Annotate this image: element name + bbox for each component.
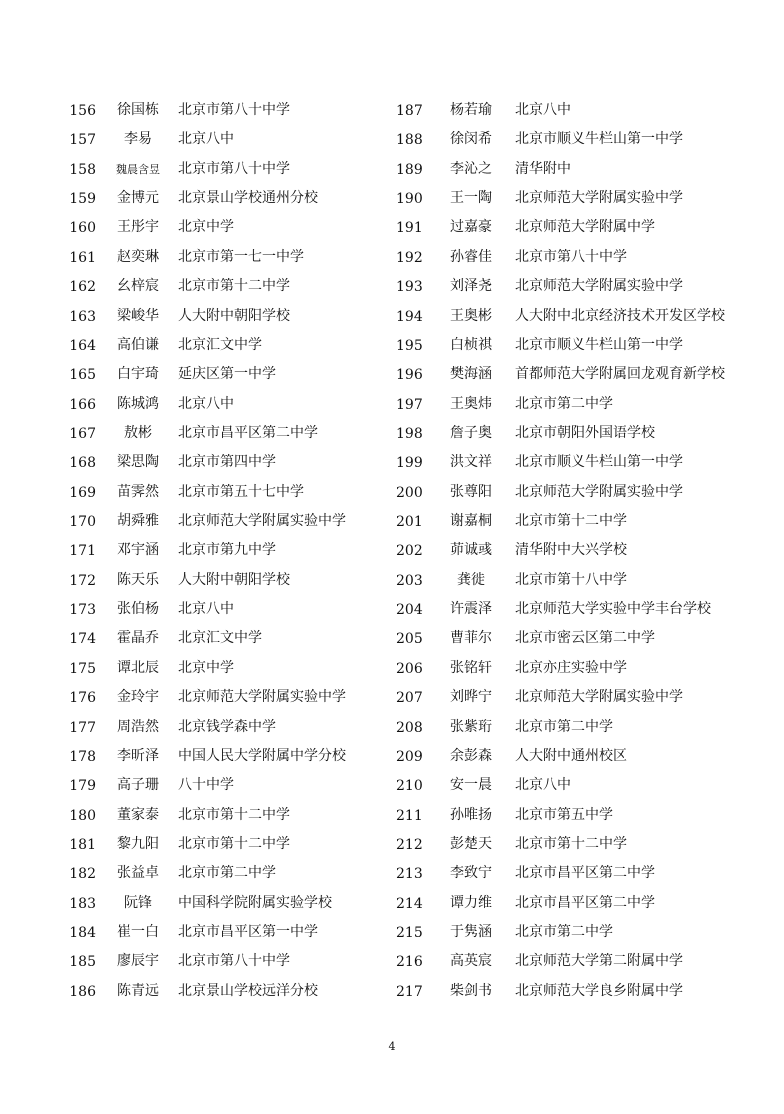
school-name: 北京市第五中学 — [515, 806, 613, 823]
list-row — [396, 622, 766, 651]
list-row — [396, 564, 766, 593]
list-row — [66, 358, 386, 387]
school-name: 北京市第十二中学 — [178, 278, 290, 295]
school-name: 北京师范大学实验中学丰台学校 — [515, 601, 711, 618]
student-name: 苗霁然 — [117, 483, 159, 500]
student-name: 洪文祥 — [450, 454, 492, 471]
list-row — [396, 945, 766, 974]
school-name: 北京市第十二中学 — [515, 513, 627, 530]
row-number: 189 — [396, 161, 423, 178]
list-row — [396, 329, 766, 358]
row-number: 198 — [396, 425, 423, 442]
student-name: 刘泽尧 — [450, 278, 492, 295]
school-name: 北京市第二中学 — [515, 924, 613, 941]
list-row — [66, 94, 386, 123]
student-name: 张尊阳 — [450, 483, 492, 500]
list-row — [396, 153, 766, 182]
student-name: 茆诚彧 — [450, 542, 492, 559]
row-number: 190 — [396, 191, 423, 208]
row-number: 210 — [396, 778, 423, 795]
list-row — [396, 593, 766, 622]
row-number: 188 — [396, 132, 423, 149]
student-name: 李易 — [124, 131, 152, 148]
school-name: 首都师范大学附属回龙观育新学校 — [515, 366, 725, 383]
right-column-list — [396, 94, 766, 1004]
school-name: 北京亦庄实验中学 — [515, 659, 627, 676]
row-number: 202 — [396, 543, 423, 560]
student-name: 阮锋 — [124, 894, 152, 911]
row-number: 211 — [396, 807, 423, 824]
row-number: 176 — [69, 690, 96, 707]
school-name: 北京市第十二中学 — [178, 835, 290, 852]
list-row — [66, 681, 386, 710]
school-name: 北京市第二中学 — [515, 395, 613, 412]
school-name: 北京八中 — [178, 601, 234, 618]
school-name: 清华附中大兴学校 — [515, 542, 627, 559]
student-name: 白桢祺 — [450, 336, 492, 353]
school-name: 北京市昌平区第二中学 — [178, 424, 318, 441]
row-number: 163 — [69, 308, 96, 325]
student-name: 曹菲尔 — [450, 630, 492, 647]
row-number: 171 — [69, 543, 96, 560]
left-column-list — [66, 94, 386, 1004]
row-number: 180 — [69, 807, 96, 824]
school-name: 北京师范大学附属实验中学 — [515, 483, 683, 500]
school-name: 北京汇文中学 — [178, 630, 262, 647]
school-name: 北京市第十八中学 — [515, 571, 627, 588]
student-name: 梁峻华 — [117, 307, 159, 324]
school-name: 北京市第八十中学 — [178, 953, 290, 970]
row-number: 169 — [69, 484, 96, 501]
student-name: 许震泽 — [450, 601, 492, 618]
row-number: 177 — [69, 719, 96, 736]
row-number: 181 — [69, 836, 96, 853]
student-name: 幺梓宸 — [117, 278, 159, 295]
student-name: 谭力维 — [450, 894, 492, 911]
row-number: 212 — [396, 836, 423, 853]
row-number: 217 — [396, 983, 423, 1000]
page-number: 4 — [388, 1040, 396, 1053]
list-row — [396, 182, 766, 211]
list-row — [66, 329, 386, 358]
row-number: 160 — [69, 220, 96, 237]
list-row — [396, 388, 766, 417]
list-row — [396, 975, 766, 1004]
school-name: 北京师范大学良乡附属中学 — [515, 982, 683, 999]
row-number: 182 — [69, 866, 96, 883]
school-name: 北京市朝阳外国语学校 — [515, 424, 655, 441]
school-name: 北京师范大学附属实验中学 — [178, 689, 346, 706]
school-name: 北京市第五十七中学 — [178, 483, 304, 500]
row-number: 200 — [396, 484, 423, 501]
student-name: 刘晔宁 — [450, 689, 492, 706]
list-row — [396, 740, 766, 769]
school-name: 北京市昌平区第二中学 — [515, 865, 655, 882]
school-name: 北京市第十二中学 — [178, 806, 290, 823]
school-name: 北京师范大学附属实验中学 — [515, 278, 683, 295]
list-row — [396, 417, 766, 446]
school-name: 中国人民大学附属中学分校 — [178, 747, 346, 764]
student-name: 王彤宇 — [117, 219, 159, 236]
student-name: 李昕泽 — [117, 747, 159, 764]
list-row — [66, 622, 386, 651]
student-name: 高子珊 — [117, 777, 159, 794]
student-name: 孙唯扬 — [450, 806, 492, 823]
list-row — [396, 916, 766, 945]
row-number: 216 — [396, 954, 423, 971]
student-name: 白宇琦 — [117, 366, 159, 383]
student-name: 杨若瑜 — [450, 102, 492, 118]
school-name: 北京师范大学附属中学 — [515, 219, 655, 236]
row-number: 178 — [69, 748, 96, 765]
row-number: 193 — [396, 279, 423, 296]
row-number: 209 — [396, 748, 423, 765]
school-name: 北京市第二中学 — [178, 865, 276, 882]
list-row — [66, 534, 386, 563]
row-number: 174 — [69, 631, 96, 648]
school-name: 北京市第二中学 — [515, 718, 613, 735]
list-row — [396, 358, 766, 387]
student-name: 徐闵希 — [450, 131, 492, 148]
row-number: 168 — [69, 455, 96, 472]
student-name: 黎九阳 — [117, 835, 159, 852]
school-name: 人大附中朝阳学校 — [178, 571, 290, 588]
student-name: 高伯谦 — [117, 336, 159, 353]
school-name: 人大附中朝阳学校 — [178, 307, 290, 324]
school-name: 中国科学院附属实验学校 — [178, 894, 332, 911]
student-name: 魏晨含昱 — [116, 162, 160, 176]
row-number: 206 — [396, 660, 423, 677]
row-number: 167 — [69, 425, 96, 442]
row-number: 186 — [69, 983, 96, 1000]
student-name: 李沁之 — [450, 160, 492, 177]
student-name: 张伯杨 — [117, 601, 159, 618]
school-name: 北京市密云区第二中学 — [515, 630, 655, 647]
list-row — [396, 241, 766, 270]
student-name: 高英宸 — [450, 953, 492, 970]
school-name: 北京景山学校远洋分校 — [178, 982, 318, 999]
list-row — [66, 476, 386, 505]
school-name: 北京师范大学附属实验中学 — [515, 689, 683, 706]
row-number: 204 — [396, 602, 423, 619]
list-row — [66, 182, 386, 211]
row-number: 161 — [69, 249, 96, 266]
row-number: 162 — [69, 279, 96, 296]
school-name: 北京市昌平区第二中学 — [515, 894, 655, 911]
student-name: 龚徙 — [457, 571, 485, 588]
list-row — [396, 123, 766, 152]
list-row — [396, 505, 766, 534]
student-name: 金博元 — [117, 190, 159, 207]
list-row — [66, 505, 386, 534]
school-name: 人大附中通州校区 — [515, 747, 627, 764]
list-row — [66, 887, 386, 916]
row-number: 191 — [396, 220, 423, 237]
row-number: 159 — [69, 191, 96, 208]
school-name: 北京师范大学第二附属中学 — [515, 953, 683, 970]
school-name: 北京市第十二中学 — [515, 835, 627, 852]
list-row — [66, 740, 386, 769]
row-number: 205 — [396, 631, 423, 648]
student-name: 于隽涵 — [450, 924, 492, 941]
school-name: 北京八中 — [515, 777, 571, 794]
school-name: 北京八中 — [515, 102, 571, 118]
list-row — [396, 711, 766, 740]
list-row — [396, 857, 766, 886]
row-number: 170 — [69, 514, 96, 531]
student-name: 董家泰 — [117, 806, 159, 823]
student-name: 陈城鸿 — [117, 395, 159, 412]
student-name: 余彭森 — [450, 747, 492, 764]
row-number: 214 — [396, 895, 423, 912]
list-row — [66, 388, 386, 417]
school-name: 北京市顺义牛栏山第一中学 — [515, 336, 683, 353]
school-name: 北京钱学森中学 — [178, 718, 276, 735]
list-row — [66, 300, 386, 329]
list-row — [66, 945, 386, 974]
list-row — [396, 446, 766, 475]
list-row — [66, 564, 386, 593]
row-number: 187 — [396, 103, 423, 119]
student-name: 安一晨 — [450, 777, 492, 794]
school-name: 北京师范大学附属实验中学 — [515, 190, 683, 207]
list-row — [396, 270, 766, 299]
student-name: 徐国栋 — [117, 102, 159, 118]
row-number: 183 — [69, 895, 96, 912]
student-name: 樊海涵 — [450, 366, 492, 383]
school-name: 北京市第八十中学 — [178, 160, 290, 177]
row-number: 199 — [396, 455, 423, 472]
list-row — [66, 241, 386, 270]
student-name: 过嘉豪 — [450, 219, 492, 236]
row-number: 175 — [69, 660, 96, 677]
school-name: 北京景山学校通州分校 — [178, 190, 318, 207]
student-name: 张紫珩 — [450, 718, 492, 735]
student-name: 陈青远 — [117, 982, 159, 999]
row-number: 164 — [69, 337, 96, 354]
school-name: 北京市第九中学 — [178, 542, 276, 559]
student-name: 柴剑书 — [450, 982, 492, 999]
student-name: 王奥彬 — [450, 307, 492, 324]
student-name: 周浩然 — [117, 718, 159, 735]
school-name: 北京中学 — [178, 659, 234, 676]
school-name: 北京师范大学附属实验中学 — [178, 513, 346, 530]
list-row — [66, 153, 386, 182]
school-name: 延庆区第一中学 — [178, 366, 276, 383]
list-row — [396, 681, 766, 710]
list-row — [396, 799, 766, 828]
row-number: 213 — [396, 866, 423, 883]
school-name: 人大附中北京经济技术开发区学校 — [515, 307, 725, 324]
list-row — [66, 123, 386, 152]
row-number: 192 — [396, 249, 423, 266]
list-row — [66, 975, 386, 1004]
student-name: 彭楚天 — [450, 835, 492, 852]
school-name: 北京八中 — [178, 131, 234, 148]
row-number: 157 — [69, 132, 96, 149]
school-name: 八十中学 — [178, 777, 234, 794]
student-name: 梁思陶 — [117, 454, 159, 471]
row-number: 185 — [69, 954, 96, 971]
list-row — [396, 652, 766, 681]
student-name: 谢嘉桐 — [450, 513, 492, 530]
list-row — [66, 417, 386, 446]
list-row — [66, 652, 386, 681]
list-row — [66, 828, 386, 857]
student-name: 张铭轩 — [450, 659, 492, 676]
school-name: 北京中学 — [178, 219, 234, 236]
row-number: 156 — [69, 103, 96, 119]
student-name: 谭北辰 — [117, 659, 159, 676]
school-name: 北京市昌平区第一中学 — [178, 924, 318, 941]
list-row — [396, 211, 766, 240]
row-number: 173 — [69, 602, 96, 619]
list-row — [396, 476, 766, 505]
row-number: 215 — [396, 925, 423, 942]
row-number: 179 — [69, 778, 96, 795]
row-number: 203 — [396, 572, 423, 589]
school-name: 北京市顺义牛栏山第一中学 — [515, 454, 683, 471]
student-name: 霍晶乔 — [117, 630, 159, 647]
student-name: 赵奕琳 — [117, 248, 159, 265]
list-row — [66, 711, 386, 740]
school-name: 北京市第八十中学 — [178, 102, 290, 118]
list-row — [66, 593, 386, 622]
list-row — [66, 769, 386, 798]
list-row — [66, 446, 386, 475]
list-row — [396, 534, 766, 563]
school-name: 北京市第八十中学 — [515, 248, 627, 265]
school-name: 北京汇文中学 — [178, 336, 262, 353]
student-name: 邓宇涵 — [117, 542, 159, 559]
student-name: 王奥炜 — [450, 395, 492, 412]
school-name: 北京市第一七一中学 — [178, 248, 304, 265]
row-number: 166 — [69, 396, 96, 413]
school-name: 北京市第四中学 — [178, 454, 276, 471]
student-name: 孙睿佳 — [450, 248, 492, 265]
school-name: 北京八中 — [178, 395, 234, 412]
list-row — [396, 828, 766, 857]
row-number: 158 — [69, 161, 96, 178]
row-number: 207 — [396, 690, 423, 707]
row-number: 201 — [396, 514, 423, 531]
list-row — [66, 270, 386, 299]
row-number: 196 — [396, 367, 423, 384]
student-name: 金玲宇 — [117, 689, 159, 706]
list-row — [396, 94, 766, 123]
student-name: 陈天乐 — [117, 571, 159, 588]
student-name: 胡舜雅 — [117, 513, 159, 530]
student-name: 敖彬 — [124, 424, 152, 441]
row-number: 194 — [396, 308, 423, 325]
school-name: 清华附中 — [515, 160, 571, 177]
row-number: 165 — [69, 367, 96, 384]
row-number: 208 — [396, 719, 423, 736]
student-name: 李致宁 — [450, 865, 492, 882]
row-number: 184 — [69, 925, 96, 942]
row-number: 195 — [396, 337, 423, 354]
list-row — [66, 211, 386, 240]
student-name: 张益卓 — [117, 865, 159, 882]
list-row — [66, 857, 386, 886]
list-row — [66, 916, 386, 945]
list-row — [66, 799, 386, 828]
list-row — [396, 300, 766, 329]
student-name: 崔一白 — [117, 924, 159, 941]
list-row — [396, 769, 766, 798]
school-name: 北京市顺义牛栏山第一中学 — [515, 131, 683, 148]
student-name: 廖辰宇 — [117, 953, 159, 970]
student-name: 詹子奥 — [450, 424, 492, 441]
student-name: 王一陶 — [450, 190, 492, 207]
row-number: 172 — [69, 572, 96, 589]
list-row — [396, 887, 766, 916]
row-number: 197 — [396, 396, 423, 413]
